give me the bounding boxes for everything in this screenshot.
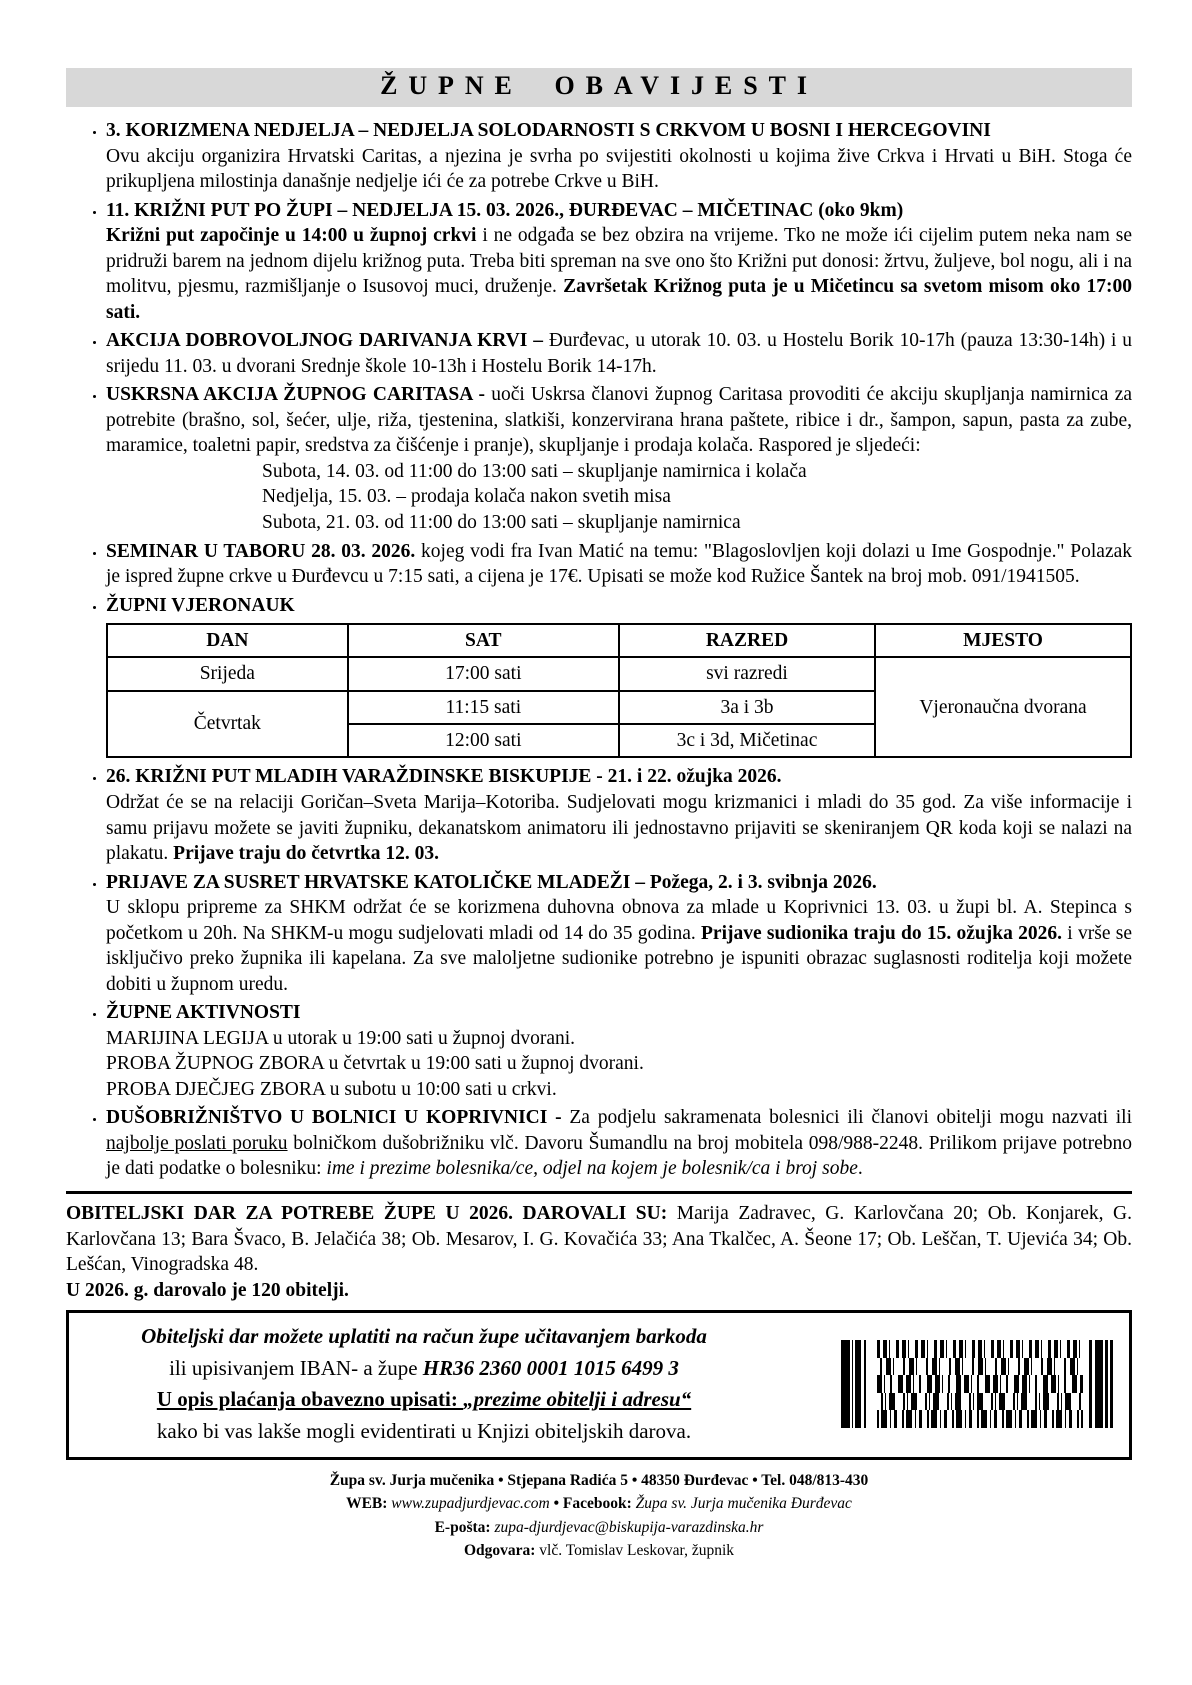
table-row bbox=[107, 657, 1131, 690]
announcement-shkm-pozega bbox=[106, 870, 1132, 998]
cell-place: Vjeronaučna dvorana bbox=[875, 657, 1131, 757]
activity-line: PROBA ŽUPNOG ZBORA u četvrtak u 19:00 sati u župnoj dvorani. bbox=[106, 1053, 644, 1075]
item-heading: • PRIJAVE ZA SUSRET HRVATSKE KATOLIČKE MLADEŽI – Požega, 2. i 3. svibnja 2026. bbox=[106, 871, 877, 893]
pdf417-barcode-icon bbox=[841, 1340, 1113, 1428]
barcode-row bbox=[877, 1358, 1083, 1376]
payment-line-note: kako bi vas lakše mogli evidentirati u Knjizi obiteljskih darova. bbox=[156, 1418, 692, 1443]
announcement-zupne-aktivnosti bbox=[106, 1000, 1132, 1102]
column-header-razred: RAZRED bbox=[619, 624, 875, 657]
parish-footer bbox=[66, 1469, 1132, 1562]
item-body: Održat će se na relaciji Goričan–Sveta Marija–Kotoriba. Sudjelovati mogu krizmanici i mladi do 35 god. Za više informacije i samu prijavu možete se javiti župniku, dekanatskom animatoru ili jednostavno prijaviti se skeniranjem QR koda koji se nalazi na plakatu. Prijave traju do četvrtka 12. 03. bbox=[106, 792, 1132, 865]
cell-class: svi razredi bbox=[619, 657, 875, 690]
footer-responsible-line: Odgovara: vlč. Tomislav Leskovar, župnik bbox=[463, 1541, 735, 1559]
payment-info-box bbox=[66, 1310, 1132, 1460]
announcement-uskrsna-akcija bbox=[106, 382, 1132, 535]
cell-class: 3a i 3b bbox=[619, 691, 875, 724]
item-body: Križni put započinje u 14:00 u župnoj crkvi i ne odgađa se bez obzira na vrijeme. Tko ne može ići cijelim putem neka nam se pridruži barem na jednom dijelu križnog puta. Treba biti spreman na sve ono što Križni put donosi: žrtvu, žuljeve, bol nogu, ali i na molitvu, pjesmu, razmišljanje o Isusovoj muci, druženje. Završetak Križnog puta je u Mičetincu sa svetom misom oko 17:00 sati. bbox=[106, 225, 1133, 323]
column-header-mjesto: MJESTO bbox=[875, 624, 1131, 657]
payment-line: Obiteljski dar možete uplatiti na račun župe učitavanjem barkoda bbox=[141, 1324, 707, 1349]
item-heading: • ŽUPNI VJERONAUK bbox=[106, 594, 295, 616]
donors-section bbox=[66, 1201, 1132, 1303]
item-heading: • 3. KORIZMENA NEDJELJA – NEDJELJA SOLODARNOSTI S CRKVOM U BOSNI I HERCEGOVINI bbox=[106, 120, 991, 141]
cell-day: Srijeda bbox=[107, 657, 348, 690]
item-heading: • ŽUPNE AKTIVNOSTI bbox=[106, 1002, 301, 1024]
page-title: ŽUPNE OBAVIJESTI bbox=[380, 71, 818, 100]
cell-time: 12:00 sati bbox=[348, 724, 619, 757]
footer-address-line: Župa sv. Jurja mučenika • Stjepana Radića 5 • 48350 Đurđevac • Tel. 048/813-430 bbox=[329, 1472, 869, 1490]
payment-line-description: U opis plaćanja obavezno upisati: „prezime obitelji i adresu“ bbox=[156, 1387, 692, 1412]
column-header-dan: DAN bbox=[107, 624, 348, 657]
footer-web-line: WEB: www.zupadjurdjevac.com • Facebook: Župa sv. Jurja mučenika Đurđevac bbox=[346, 1495, 852, 1513]
announcement-zupni-vjeronauk bbox=[106, 593, 1132, 759]
announcement-list bbox=[66, 118, 1132, 1182]
cell-class: 3c i 3d, Mičetinac bbox=[619, 724, 875, 757]
activity-line: PROBA DJEČJEG ZBORA u subotu u 10:00 sati u crkvi. bbox=[106, 1078, 557, 1100]
announcement-korizmena-nedjelja bbox=[106, 118, 1132, 195]
barcode-row bbox=[877, 1375, 1083, 1393]
item-body: • USKRSNA AKCIJA ŽUPNOG CARITASA - uoči Uskrsa članovi župnog Caritasa provoditi će akciju skupljanja namirnica za potrebite (brašno, sol, šećer, ulje, riža, tjestenina, slatkiši, konzervirana hrana paštete, ribice i dr., šampon, sapun, pasta za zube, maramice, toaletni papir, sredstva za čišćenje i pranje), skupljanje i prodaja kolača. Raspored je sljedeći: bbox=[106, 384, 1132, 457]
page-title-banner bbox=[66, 68, 1132, 107]
barcode-row bbox=[877, 1410, 1083, 1428]
payment-text bbox=[79, 1321, 769, 1447]
donors-paragraph: OBITELJSKI DAR ZA POTREBE ŽUPE U 2026. DAROVALI SU: Marija Zadravec, G. Karlovčana 20; Ob. Konjarek, G. Karlovčana 13; Bara Švaco, B. Jelačića 38; Ob. Mesarov, I. G. Kovačića 33; Ana Tkalčec, A. Šeone 17; Ob. Leščan, T. Ujevića 34; Ob. Lešćan, Vinogradska 48. bbox=[66, 1202, 1132, 1276]
cell-time: 11:15 sati bbox=[348, 691, 619, 724]
item-heading: • 11. KRIŽNI PUT PO ŽUPI – NEDJELJA 15. 03. 2026., ĐURĐEVAC – MIČETINAC (oko 9km) bbox=[106, 199, 904, 221]
payment-line-iban: ili upisivanjem IBAN- a župe HR36 2360 0001 1015 6499 3 bbox=[169, 1355, 679, 1380]
announcement-seminar-tabor bbox=[106, 539, 1132, 590]
barcode-row bbox=[877, 1340, 1083, 1358]
item-body: Ovu akciju organizira Hrvatski Caritas, a njezina je svrha po svijestiti okolnosti u kojima žive Crkva i Hrvati u BiH. Stoga će prikupljena milostinja današnje nedjelje ići će za potrebe Crkve u BiH. bbox=[106, 145, 1132, 193]
footer-email-line: E-pošta: zupa-djurdjevac@biskupija-varazdinska.hr bbox=[434, 1518, 764, 1536]
barcode-row bbox=[877, 1393, 1083, 1411]
item-body: • AKCIJA DOBROVOLJNOG DARIVANJA KRVI – Đurđevac, u utorak 10. 03. u Hostelu Borik 10-17h (pauza 13:30-14h) i u srijedu 11. 03. u dvorani Srednje škole 10-13h i Hostelu Borik 14-17h. bbox=[106, 330, 1133, 377]
announcement-darivanje-krvi bbox=[106, 328, 1132, 379]
cell-time: 17:00 sati bbox=[348, 657, 619, 690]
schedule-line: Subota, 14. 03. od 11:00 do 13:00 sati – skupljanje namirnica i kolača bbox=[262, 460, 807, 482]
section-divider bbox=[66, 1191, 1132, 1194]
activity-line: MARIJINA LEGIJA u utorak u 19:00 sati u župnoj dvorani. bbox=[106, 1027, 576, 1049]
column-header-sat: SAT bbox=[348, 624, 619, 657]
announcement-krizni-put-mladih bbox=[106, 764, 1132, 866]
schedule-line: Subota, 21. 03. od 11:00 do 13:00 sati – skupljanje namirnica bbox=[262, 511, 741, 533]
schedule-line: Nedjelja, 15. 03. – prodaja kolača nakon svetih misa bbox=[262, 486, 671, 508]
item-heading: • 26. KRIŽNI PUT MLADIH VARAŽDINSKE BISKUPIJE - 21. i 22. ožujka 2026. bbox=[106, 766, 782, 788]
item-body: U sklopu pripreme za SHKM održat će se korizmena duhovna obnova za mlade u Koprivnici 13. 03. u župi bl. A. Stepinca s početkom u 20h. Na SHKM-u mogu sudjelovati mladi od 14 do 35 godina. Prijave sudionika traju do 15. ožujka 2026. i vrše se isključivo preko župnika ili kapelana. Za sve maloljetne sudionike potrebno je ispuniti obrazac suglasnosti roditelja koji možete dobiti u župnom uredu. bbox=[106, 897, 1133, 995]
donors-total: U 2026. g. darovalo je 120 obitelji. bbox=[66, 1279, 349, 1301]
catechism-schedule-table bbox=[106, 623, 1132, 758]
cell-day: Četvrtak bbox=[107, 691, 348, 758]
item-body: • SEMINAR U TABORU 28. 03. 2026. kojeg vodi fra Ivan Matić na temu: "Blagoslovljen koji dolazi u Ime Gospodnje." Polazak je ispred župne crkve u Đurđevcu u 7:15 sati, a cijena je 17€. Upisati se može kod Ružice Šantek na broj mob. 091/1941505. bbox=[106, 540, 1133, 588]
announcement-dusobriznistvo bbox=[106, 1105, 1132, 1182]
table-header-row bbox=[107, 624, 1131, 657]
announcement-krizni-put-zupi bbox=[106, 198, 1132, 326]
item-body: • DUŠOBRIŽNIŠTVO U BOLNICI U KOPRIVNICI - Za podjelu sakramenata bolesnici ili članovi obitelji mogu nazvati ili najbolje poslati poruku bolničkom dušobrižniku vlč. Davoru Šumandlu na broj mobitela 098/988-2248. Prilikom prijave potrebno je dati podatke o bolesniku: ime i prezime bolesnika/ce, odjel na kojem je bolesnik/ca i broj sobe. bbox=[106, 1107, 1133, 1180]
